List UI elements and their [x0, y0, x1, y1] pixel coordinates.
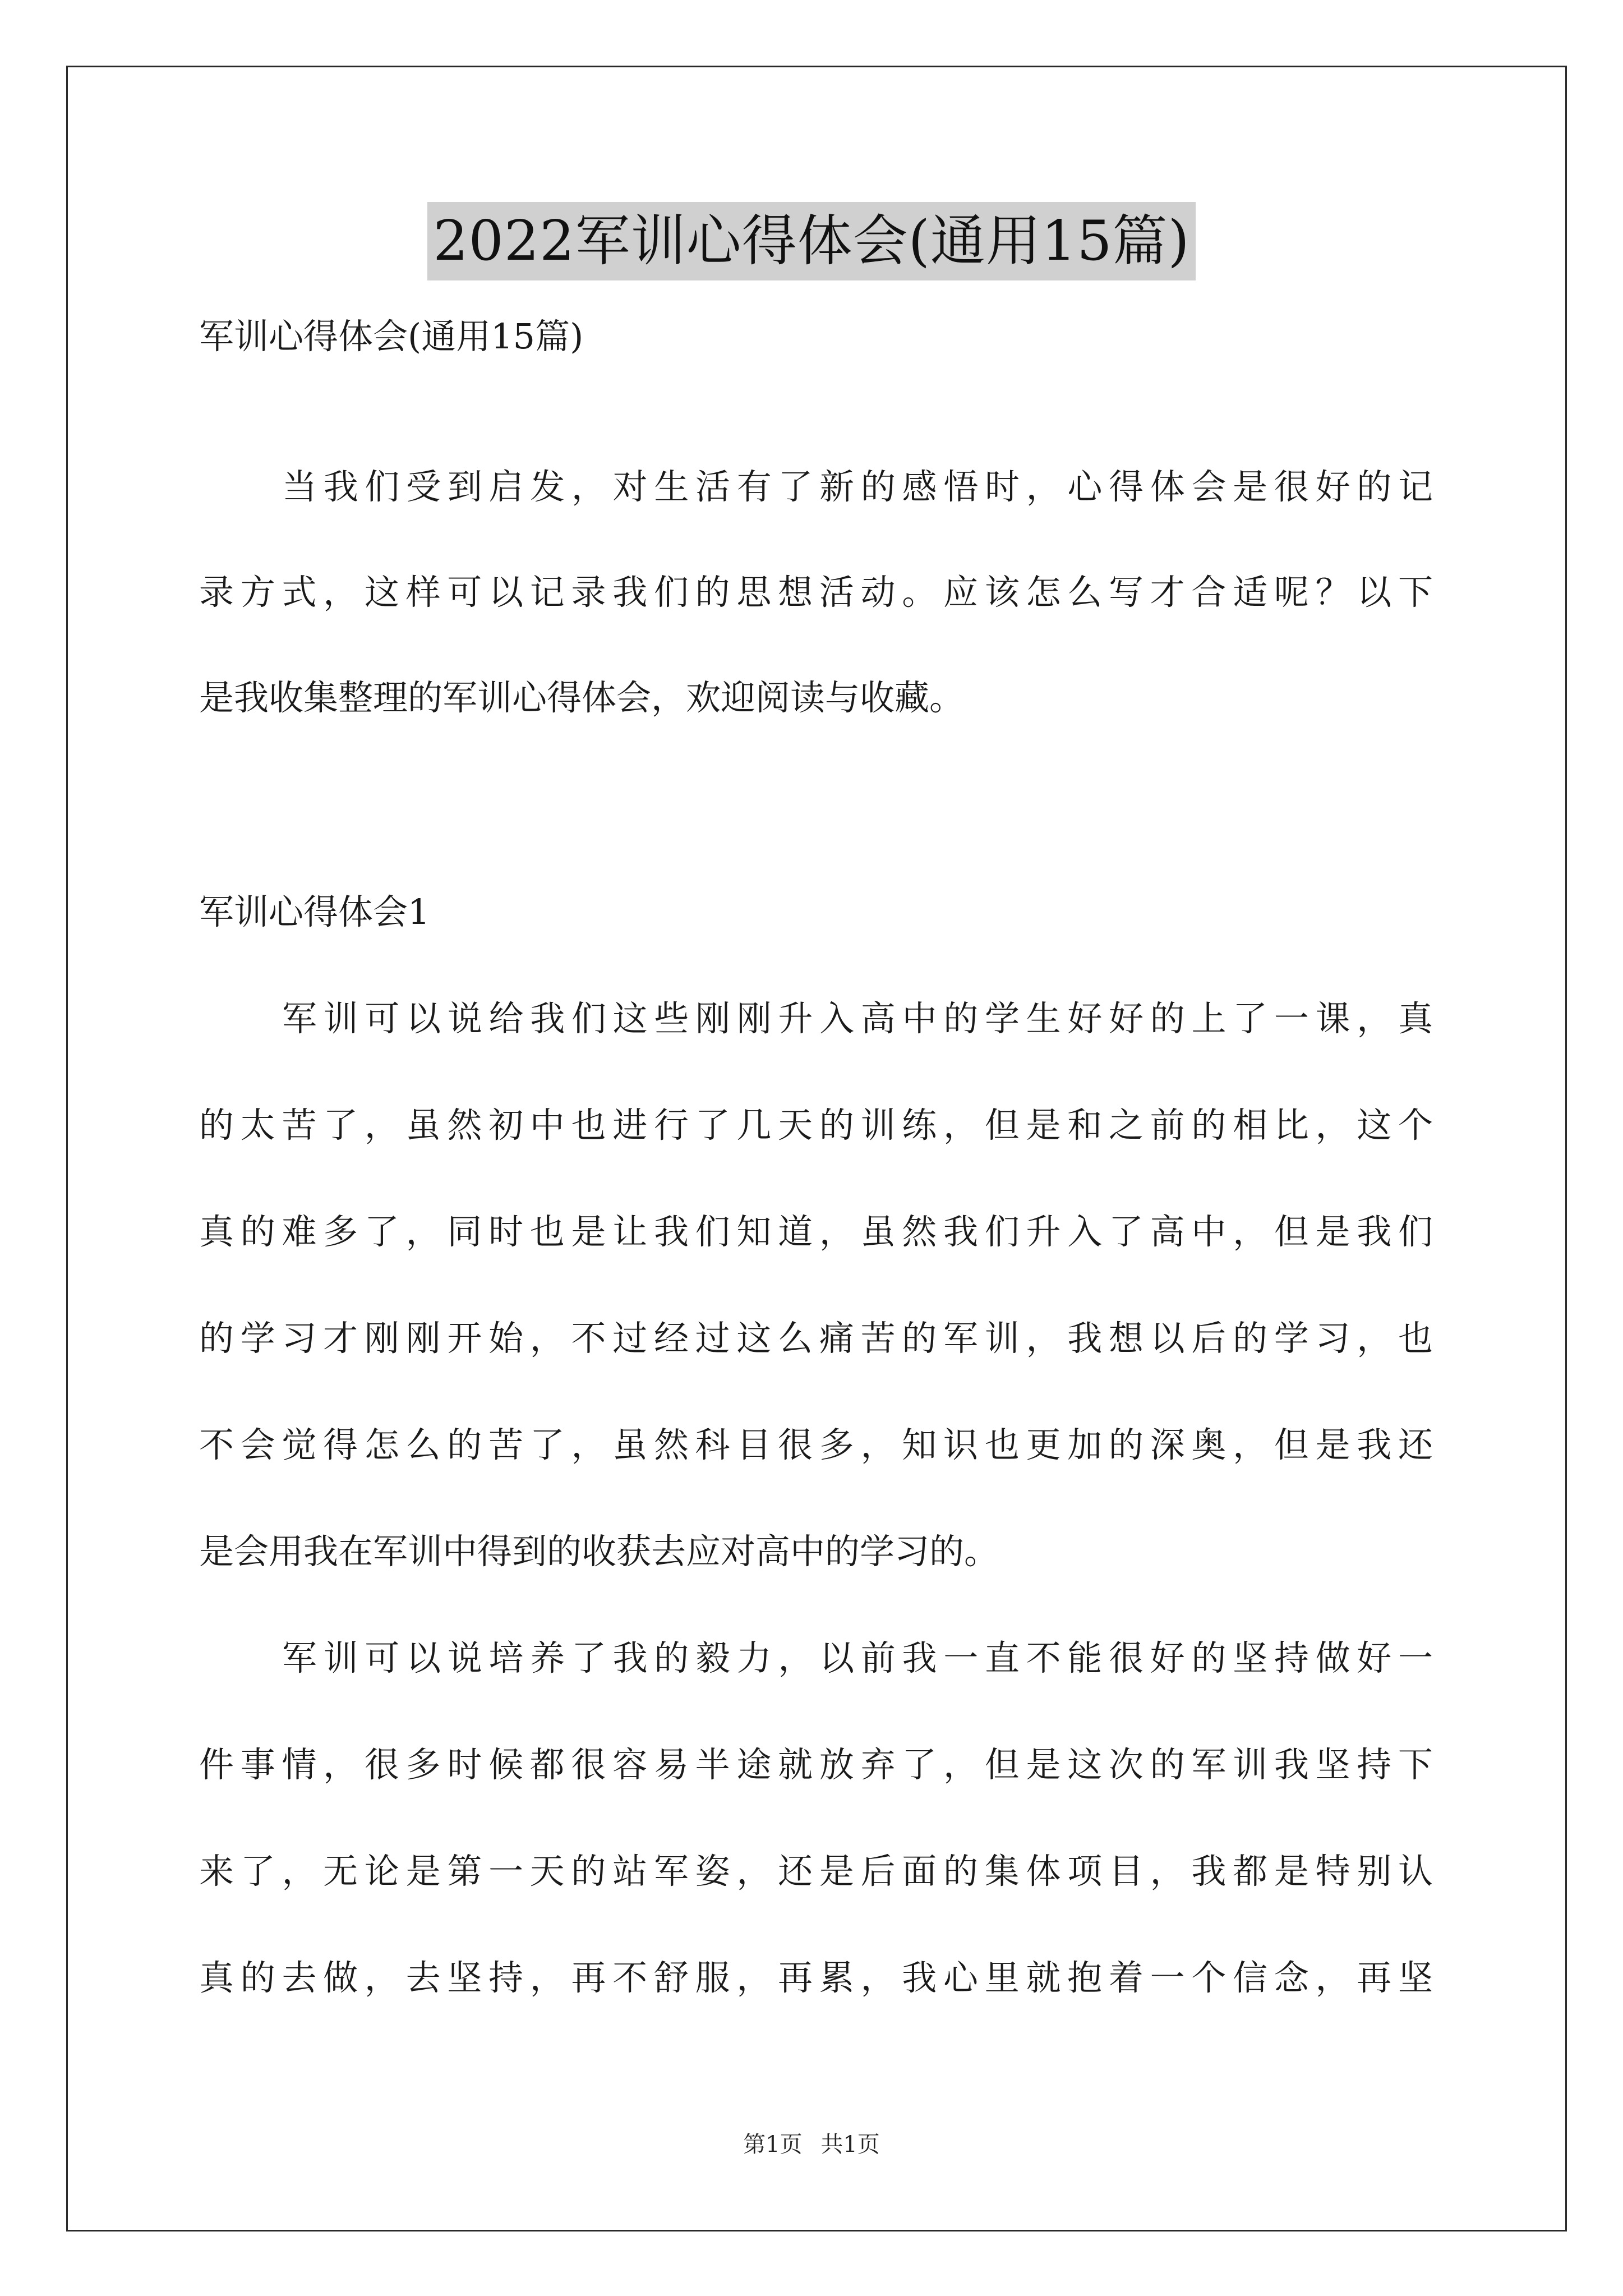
paragraph1-line-5: 不会觉得怎么的苦了，虽然科目很多，知识也更加的深奥，但是我还: [199, 1424, 1433, 1465]
page-total: 共1页: [820, 2132, 880, 2157]
paragraph1-line-1: 军训可以说给我们这些刚刚升入高中的学生好好的上了一课，真: [282, 998, 1433, 1039]
intro-line-1: 当我们受到启发，对生活有了新的感悟时，心得体会是很好的记: [282, 466, 1433, 507]
intro-line-3: 是我收集整理的军训心得体会，欢迎阅读与收藏。: [199, 677, 965, 718]
page-footer: [0, 2129, 1623, 2160]
section-heading: 军训心得体会1: [199, 891, 430, 932]
intro-line-2: 录方式，这样可以记录我们的思想活动。应该怎么写才合适呢？以下: [199, 572, 1433, 613]
paragraph1-line-4: 的学习才刚刚开始，不过经过这么痛苦的军训，我想以后的学习，也: [199, 1318, 1433, 1359]
paragraph2-line-2: 件事情，很多时候都很容易半途就放弃了，但是这次的军训我坚持下: [199, 1744, 1433, 1785]
paragraph1-line-2: 的太苦了，虽然初中也进行了几天的训练，但是和之前的相比，这个: [199, 1105, 1433, 1145]
paragraph2-line-4: 真的去做，去坚持，再不舒服，再累，我心里就抱着一个信念，再坚: [199, 1957, 1433, 1998]
page-border: [66, 66, 1567, 2231]
paragraph1-line-6: 是会用我在军训中得到的收获去应对高中的学习的。: [199, 1531, 999, 1572]
paragraph2-line-3: 来了，无论是第一天的站军姿，还是后面的集体项目，我都是特别认: [199, 1851, 1433, 1892]
page-number: 第1页: [743, 2132, 803, 2157]
paragraph1-line-3: 真的难多了，同时也是让我们知道，虽然我们升入了高中，但是我们: [199, 1211, 1433, 1252]
document-title: 2022军训心得体会(通用15篇): [427, 202, 1196, 280]
paragraph2-line-1: 军训可以说培养了我的毅力，以前我一直不能很好的坚持做好一: [282, 1637, 1433, 1678]
document-subtitle: 军训心得体会(通用15篇): [199, 316, 584, 357]
title-container: [0, 202, 1623, 280]
